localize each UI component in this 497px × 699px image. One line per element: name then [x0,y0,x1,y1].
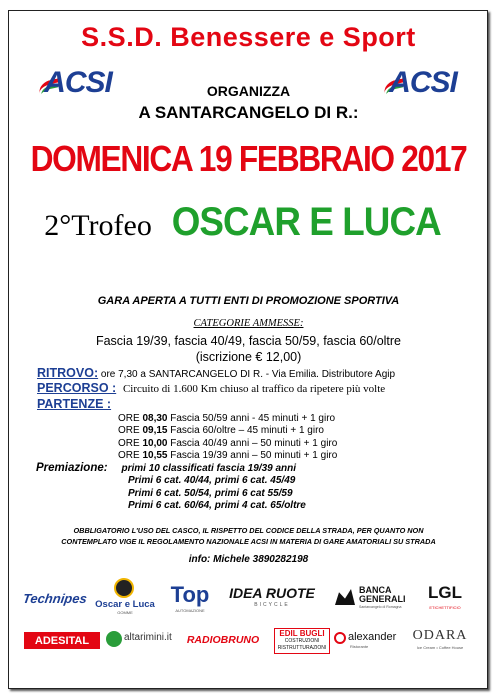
premiazione-line: Primi 6 cat. 40/44, primi 6 cat. 45/49 [128,475,296,487]
sponsor-idea-ruote-logo [224,585,320,613]
sponsor-alexander-logo [334,630,404,652]
acsi-logo-text: ACSI [389,66,457,99]
poster-title: S.S.D. Benessere e Sport [81,22,416,52]
sponsor-adesital-logo: ADESITAL [24,632,100,649]
banca-lion-icon [335,589,355,605]
premiazione-block [36,462,306,512]
trofeo-name: OSCAR E LUCA [171,200,442,244]
partenze-label: PARTENZE : [37,397,112,411]
trofeo-label: 2°Trofeo [44,209,152,242]
altarimini-text: altarimini.it [124,632,172,643]
notice-text [0,525,497,547]
top-text: Top [170,582,210,607]
premiazione-line: Primi 6 cat. 50/54, primi 6 cat 55/59 [128,487,293,499]
premiazione-label: Premiazione: [36,462,108,474]
partenze-list [118,413,337,462]
contact-info: info: Michele 3890282198 [188,554,309,565]
partenze-row [37,397,111,411]
premiazione-line: Primi 6 cat. 60/64, primi 4 cat. 65/oltre [128,499,306,511]
alexander-text: alexander [348,631,397,643]
altarimini-circle-icon [106,631,122,647]
sponsor-edil-bugli-logo [274,628,330,654]
gara-text: GARA APERTA A TUTTI ENTI DI PROMOZIONE SPORTIVA [97,295,400,307]
sponsor-radiobruno-logo: RADIOBRUNO [186,634,260,646]
oscar-luca-sub: GOMME [117,610,133,615]
sponsor-technipes-logo: Technipes [22,590,88,606]
sponsor-oscar-luca-logo [92,578,158,618]
trofeo-heading [0,200,497,245]
sponsor-banca-logo [335,585,413,613]
sponsor-altarimini-logo [106,630,178,652]
ritrovo-label: RITROVO: [37,366,99,380]
acsi-logo-text: ACSI [44,66,112,99]
odara-sub: Ice Cream • Coffee House [416,645,464,650]
alexander-ring-icon [334,632,346,644]
fasce-text: Fascia 19/39, fascia 40/49, fascia 50/59, fascia 60/oltre [95,334,402,348]
ritrovo-text: ore 7,30 a SANTARCANGELO DI R. - Via Emilia. Distributore Agip [100,369,396,380]
odara-text: ODARA [412,628,468,643]
edil-text: EDIL BUGLI [279,629,325,638]
banca-sub: Santarcangelo di Romagna [359,605,402,609]
event-date: DOMENICA 19 FEBBRAIO 2017 [30,138,467,179]
banca-text-2: GENERALI [359,594,406,604]
partenza-item: ORE 09,15 Fascia 60/oltre – 45 minuti + 1 giro [118,425,324,437]
partenza-item: ORE 10,55 Fascia 19/39 anni – 50 minuti + 1 giro [118,449,338,461]
location-text: A SANTARCANGELO DI R.: [138,103,359,122]
percorso-text: Circuito di 1.600 Km chiuso al traffico da ripetere più volte [122,383,386,395]
top-sub: AUTOMAZIONE [175,608,205,613]
alexander-sub: Ristorante [350,644,369,649]
notice-line: OBBLIGATORIO L'USO DEL CASCO, IL RISPETTO DEL CODICE DELLA STRADA, PER QUANTO NON [73,526,424,535]
iscrizione-text: (iscrizione € 12,00) [195,350,302,364]
premiazione-line: primi 10 classificati fascia 19/39 anni [121,463,297,474]
percorso-label: PERCORSO : [37,381,117,395]
edil-text-2: COSTRUZIONI [284,638,320,644]
percorso-row [37,381,385,395]
idea-ruote-sub: BICYCLE [254,602,290,608]
organizza-text: ORGANIZZA [206,83,291,99]
sponsor-lgl-logo [422,583,468,615]
edil-text-3: RISTRUTTURAZIONI [277,645,327,651]
lgl-text: LGL [428,583,462,602]
sponsor-top-logo [163,583,217,615]
oscar-luca-emblem-icon [114,578,134,598]
categorie-title: CATEGORIE AMMESSE: [193,318,304,329]
sponsor-odara-logo [406,628,474,654]
partenza-item: ORE 10,00 Fascia 40/49 anni – 50 minuti + 1 giro [118,437,338,449]
oscar-luca-text: Oscar e Luca [95,599,155,610]
banca-text: BANCA [359,585,392,595]
ritrovo-row [37,366,395,380]
lgl-sub: ETICHETTIFICIO [429,605,461,610]
notice-line: CONTEMPLATO VIGE IL REGOLAMENTO NAZIONALE ACSI IN MATERIA DI GARE AMATORIALI SU STRADA [61,537,436,546]
idea-ruote-text: IDEA RUOTE [229,585,315,601]
partenza-item: ORE 08,30 Fascia 50/59 anni - 45 minuti + 1 giro [118,413,336,424]
